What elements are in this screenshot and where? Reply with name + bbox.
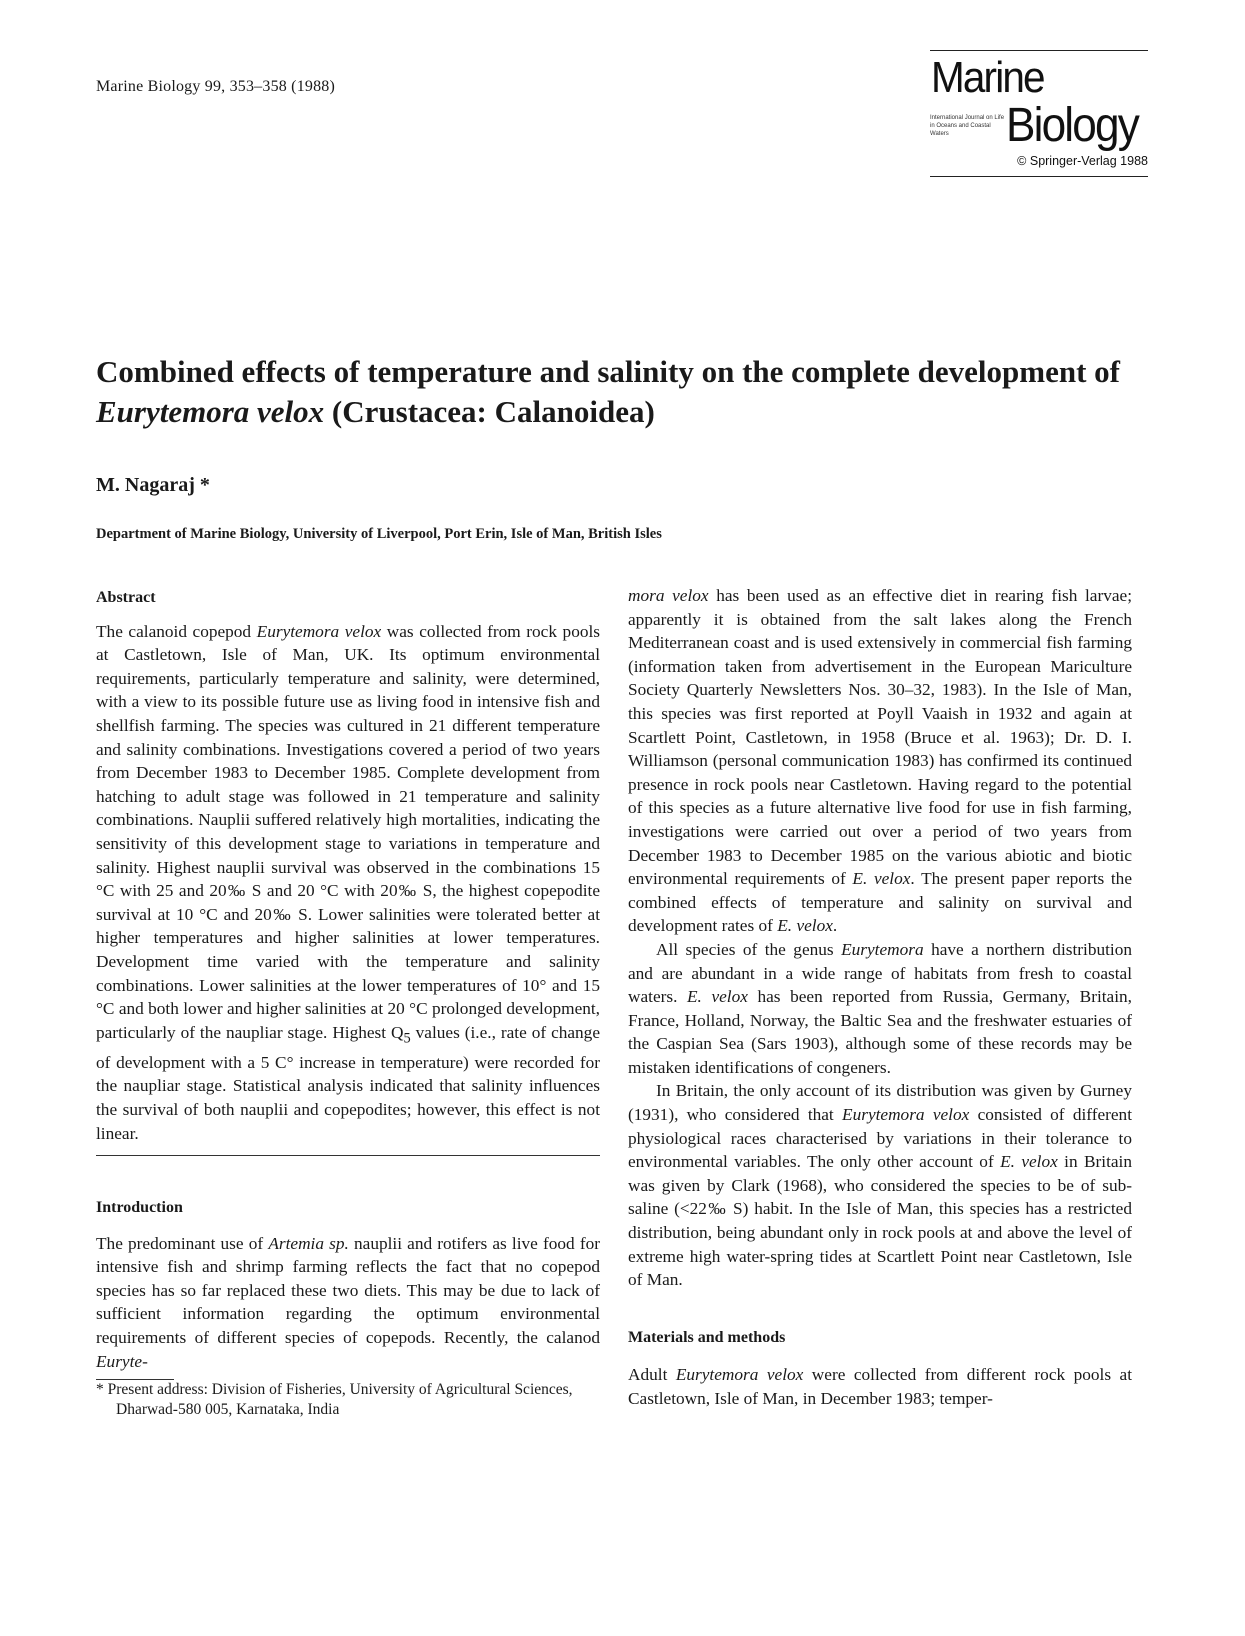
logo-word-biology: Biology [1006, 99, 1138, 152]
abstract-rule [96, 1155, 600, 1156]
introduction-heading: Introduction [96, 1199, 183, 1217]
article-title: Combined effects of temperature and salinity on the complete development of Eurytemora velox (Crustacea: Calanoidea) [96, 354, 1120, 429]
title-species-name: Eurytemora velox [96, 394, 325, 429]
logo-bottom-rule [930, 176, 1148, 177]
journal-logo [930, 50, 1148, 180]
copyright-notice: © Springer-Verlag 1988 [1017, 154, 1148, 168]
journal-citation: Marine Biology 99, 353–358 (1988) [96, 78, 336, 95]
abstract-heading: Abstract [96, 589, 156, 606]
left-column [96, 586, 600, 1420]
logo-top-rule [930, 50, 1148, 51]
logo-word-marine: Marine [931, 53, 1044, 102]
footnote: * Present address: Division of Fisheries, University of Agricultural Sciences, Dharwad-580 005, Karnataka, India [96, 1381, 573, 1419]
britain-paragraph: In Britain, the only account of its distribution was given by Gurney (1931), who considered that Eurytemora velox consisted of different physiological races characterised by variations in their tolerance to environmental variables. The only other account of E. velox in Britain was given by Clark (1968), who considered the species to be of sub-saline (<22‰ S) habit. In the Isle of Man, this species has a restricted distribution, being abundant only in rock pools at and above the level of extreme high water-spring tides at Scartlett Point near Castletown, Isle of Man. [628, 1081, 1132, 1290]
author-affiliation: Department of Marine Biology, University of Liverpool, Port Erin, Isle of Man, British Isles [96, 526, 662, 542]
logo-tagline: International Journal on Life in Oceans and Coastal Waters [930, 115, 1005, 137]
introduction-continued-paragraph: mora velox has been used as an effective diet in rearing fish larvae; apparently it is obtained from the salt lakes along the French Mediterranean coast and is used extensively in commercial fish farming (information taken from advertisement in the European Mariculture Society Quarterly Newsletters Nos. 30–32, 1983). In the Isle of Man, this species was first reported at Poyll Vaaish in 1932 and again at Scartlett Point, Castletown, in 1958 (Bruce et al. 1963); Dr. D. I. Williamson (personal communication 1983) has confirmed its continued presence in rock pools near Castletown. Having regard to the potential of this species as a future alternative live food for use in fish farming, investigations were carried out over a period of two years from December 1983 to December 1985 on the various abiotic and biotic environmental requirements of E. velox. The present paper reports the combined effects of temperature and salinity on survival and development rates of E. velox. [628, 586, 1133, 936]
author-name: M. Nagaraj * [96, 474, 210, 496]
distribution-paragraph: All species of the genus Eurytemora have a northern distribution and are abundant in a wide range of habitats from fresh to coastal waters. E. velox has been reported from Russia, Germany, Britain, France, Holland, Norway, the Baltic Sea and the freshwater estuaries of the Caspian Sea (Sars 1903), although some of these records may be mistaken identifications of congeners. [628, 939, 1132, 1077]
materials-methods-heading: Materials and methods [628, 1328, 786, 1346]
right-column [628, 584, 1132, 1411]
materials-methods-text: Adult Eurytemora velox were collected from different rock pools at Castletown, Isle of Man, in December 1983; temper- [628, 1365, 1132, 1408]
introduction-text: The predominant use of Artemia sp. nauplii and rotifers as live food for intensive fish and shrimp farming reflects the fact that no copepod species has so far replaced these two diets. This may be due to lack of sufficient information regarding the optimum environmental requirements of different species of copepods. Recently, the calanod Euryte- [96, 1233, 600, 1371]
abstract-text: The calanoid copepod Eurytemora velox was collected from rock pools at Castletown, Isle of Man, UK. Its optimum environmental requirements, particularly temperature and salinity, were determined, with a view to its possible future use as living food in intensive fish and shellfish farming. The species was cultured in 21 different temperature and salinity combinations. Investigations covered a period of two years from December 1983 to December 1985. Complete development from hatching to adult stage was followed in 21 temperature and salinity combinations. Nauplii suffered relatively high mortalities, indicating the sensitivity of this development stage to variations in temperature and salinity. Highest nauplii survival was observed in the combinations 15 °C with 25 and 20‰ S and 20 °C with 20‰ S, the highest copepodite survival at 10 °C and 20‰ S. Lower salinities were tolerated better at higher temperatures and higher salinities at lower temperatures. Development time varied with the temperature and salinity combinations. Lower salinities at the lower temperatures of 10° and 15 °C and both lower and higher salinities at 20 °C prolonged development, particularly of the naupliar stage. Highest $Q_5$ values (i.e., rate of change of development with a 5 C° increase in temperature) were recorded for the naupliar stage. Statistical analysis indicated that salinity influences the survival of both nauplii and copepodites; however, this effect is not linear. [96, 621, 601, 1143]
